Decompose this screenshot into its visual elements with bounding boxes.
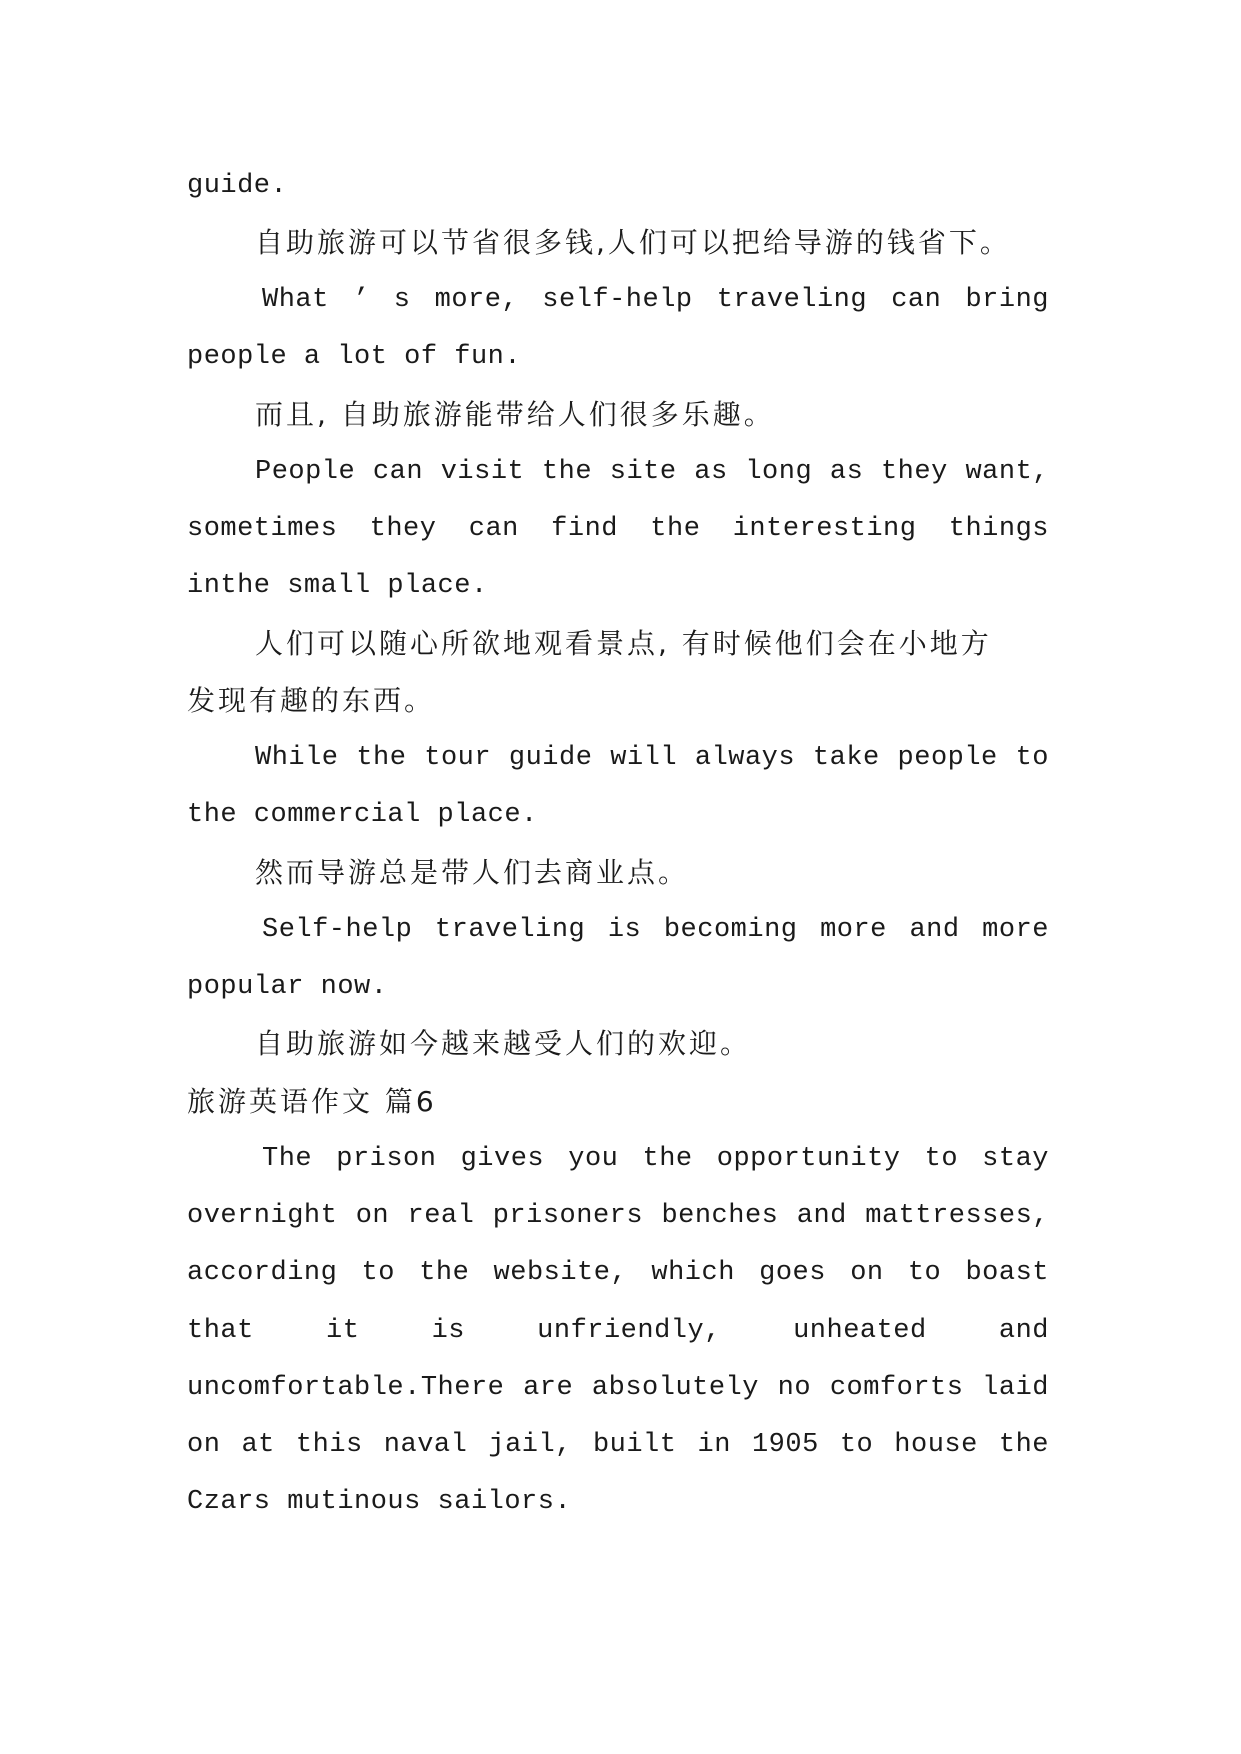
text-line: according to the website, which goes on to boast — [187, 1258, 1049, 1288]
text-line: popular now. — [187, 972, 388, 1002]
text-line: What ’ s more, self-help traveling can bring — [262, 285, 1049, 315]
text-line: sometimes they can find the interesting things — [187, 514, 1049, 544]
text-line: on at this naval jail, built in 1905 to house the — [187, 1430, 1049, 1460]
text-line: 然而导游总是带人们去商业点。 — [255, 856, 690, 889]
text-line: the commercial place. — [187, 800, 538, 830]
text-line: The prison gives you the opportunity to stay — [262, 1144, 1049, 1174]
text-line: people a lot of fun. — [187, 342, 522, 372]
text-line: 自助旅游可以节省很多钱,人们可以把给导游的钱省下。 — [255, 226, 1011, 259]
text-line: 而且, 自助旅游能带给人们很多乐趣。 — [255, 398, 775, 431]
text-line: uncomfortable.There are absolutely no comforts laid — [187, 1373, 1049, 1403]
text-line: 自助旅游如今越来越受人们的欢迎。 — [255, 1027, 752, 1060]
text-line: Self-help traveling is becoming more and more — [262, 915, 1049, 945]
text-line: Czars mutinous sailors. — [187, 1487, 572, 1517]
text-line: that it is unfriendly, unheated and — [187, 1316, 1049, 1346]
text-line: overnight on real prisoners benches and mattresses, — [187, 1201, 1049, 1231]
text-line: People can visit the site as long as they want, — [255, 457, 1049, 487]
text-line: 人们可以随心所欲地观看景点, 有时候他们会在小地方 — [255, 627, 992, 660]
text-line: While the tour guide will always take people to — [255, 743, 1049, 773]
section-heading: 旅游英语作文 篇6 — [187, 1085, 437, 1118]
text-line: inthe small place. — [187, 571, 488, 601]
text-line: guide. — [187, 171, 288, 201]
text-line: 发现有趣的东西。 — [187, 684, 436, 717]
